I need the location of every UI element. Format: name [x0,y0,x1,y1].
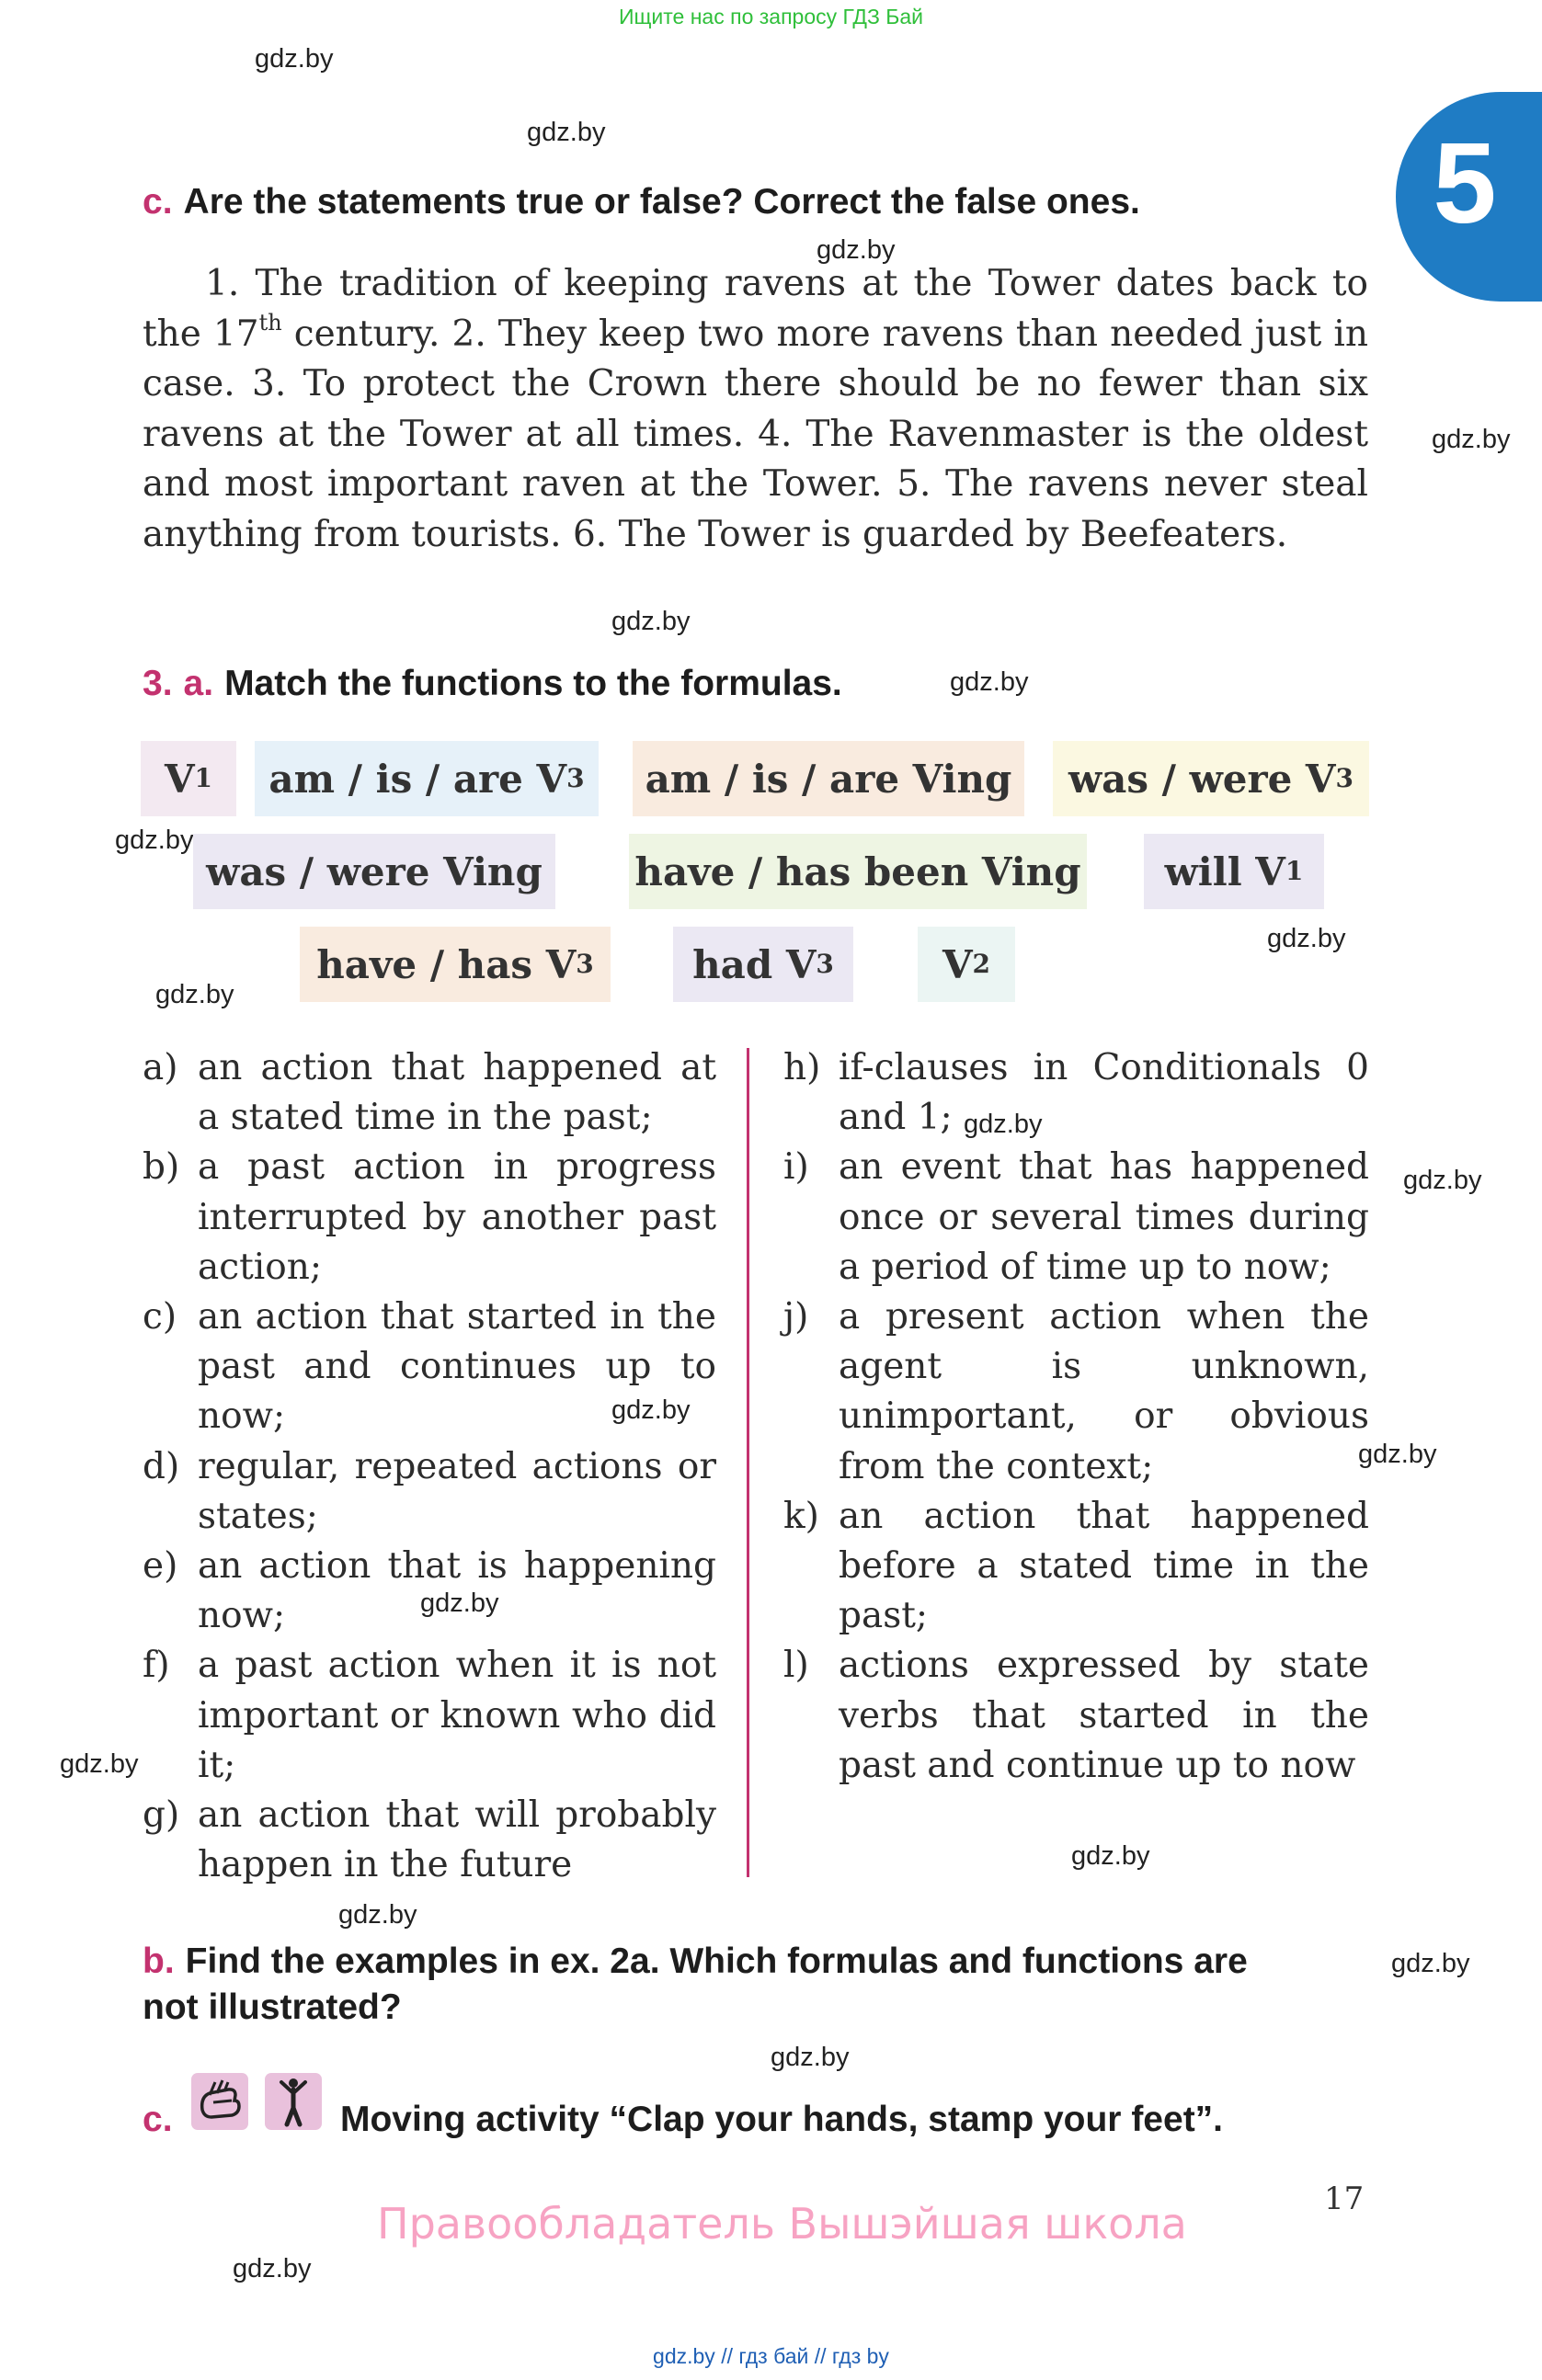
function-item: e) an action that is happening now; [143,1545,716,1637]
unit-number: 5 [1433,120,1497,247]
top-note: Ищите нас по запросу ГДЗ Бай [618,5,924,28]
section-c2-title: Moving activity “Clap your hands, stamp your feet”. [340,2100,1224,2139]
formula-box: was / were Ving [193,834,555,909]
watermark: gdz.by [115,826,194,855]
section-c-heading [143,182,1140,222]
statements-superscript: th [258,309,282,336]
function-item: c) an action that started in the past and continues up to now; [143,1296,716,1438]
moving-person-icon [265,2073,322,2130]
function-item: h) if-clauses in Conditionals 0 and 1; [783,1047,1369,1139]
watermark: gdz.by [527,118,606,147]
formula-box: was / were V 3 [1053,741,1369,816]
functions-right-column [783,1043,1369,1791]
watermark: gdz.by [1267,924,1346,953]
watermark: gdz.by [1071,1841,1150,1871]
formula-box: V 1 [141,741,236,816]
watermark: gdz.by [964,1110,1043,1139]
watermark: gdz.by [338,1900,417,1930]
formula-box: had V 3 [673,927,853,1002]
function-item: f) a past action when it is not important or known who did it; [143,1645,716,1786]
function-item: g) an action that will probably happen in the future [143,1794,716,1886]
section-b-letter: b. [143,1942,175,1981]
watermark: gdz.by [1403,1166,1482,1195]
formula-box: V 2 [918,927,1015,1002]
watermark: gdz.by [611,1395,691,1425]
function-item: k) an action that happened before a stated time in the past; [783,1495,1369,1637]
section-c2-letter: c. [143,2100,173,2139]
clapping-hands-icon [191,2073,248,2130]
functions-left-column [143,1043,716,1890]
formula-box: will V 1 [1144,834,1324,909]
page-number: 17 [1324,2181,1365,2217]
function-item: j) a present action when the agent is unknown, unimportant, or obvious from the context; [783,1296,1369,1487]
column-divider [747,1048,749,1877]
watermark: gdz.by [255,44,334,74]
section-b-line1: Find the examples in ex. 2a. Which formulas and functions are [185,1942,1248,1981]
function-item: b) a past action in progress interrupted by another past action; [143,1146,716,1288]
bottom-links[interactable]: gdz.by // гдз бай // гдз by [653,2344,889,2368]
section-c-title: Are the statements true or false? Correct the false ones. [183,182,1140,222]
watermark: gdz.by [155,980,234,1009]
copyright-owner: Правообладатель Вышэйшая школа [377,2199,1187,2249]
exercise-number: 3. [143,664,173,703]
watermark: gdz.by [60,1749,139,1779]
exercise-3a-heading [143,664,842,704]
section-c-text [143,259,1368,560]
section-b-line2: not illustrated? [143,1987,402,2027]
formula-box: have / has V 3 [300,927,611,1002]
watermark: gdz.by [950,667,1029,697]
exercise-3a-title: Match the functions to the formulas. [224,664,842,703]
watermark: gdz.by [233,2254,312,2283]
watermark: gdz.by [1358,1440,1437,1469]
exercise-letter: a. [183,664,214,703]
formula-box: have / has been Ving [629,834,1087,909]
section-c-letter: c. [143,182,173,222]
section-b-heading [143,1942,1248,1982]
function-item: i) an event that has happened once or several times during a period of time up to now; [783,1146,1369,1288]
function-item: d) regular, repeated actions or states; [143,1445,716,1537]
watermark: gdz.by [1432,425,1511,454]
statements-text-part2: century. 2. They keep two more ravens than needed just in case. 3. To protect the Crown there should be no fewer than six ravens at the Tower at all times. 4. The Ravenmaster is the oldest and most important raven at the Tower. 5. The ravens never steal anything from tourists. 6. The Tower is guarded by Beefeaters. [143,313,1368,555]
watermark: gdz.by [1391,1949,1470,1978]
statements-text-part1: 1. The tradition of keeping ravens at the Tower dates back to the 17 [143,263,1368,355]
function-item: a) an action that happened at a stated time in the past; [143,1047,716,1139]
watermark: gdz.by [771,2043,850,2072]
formula-box: am / is / are V 3 [255,741,599,816]
watermark: gdz.by [817,235,896,265]
formula-box: am / is / are Ving [633,741,1024,816]
watermark: gdz.by [611,607,691,636]
function-item: l) actions expressed by state verbs that started in the past and continue up to now [783,1645,1369,1786]
watermark: gdz.by [420,1589,499,1618]
